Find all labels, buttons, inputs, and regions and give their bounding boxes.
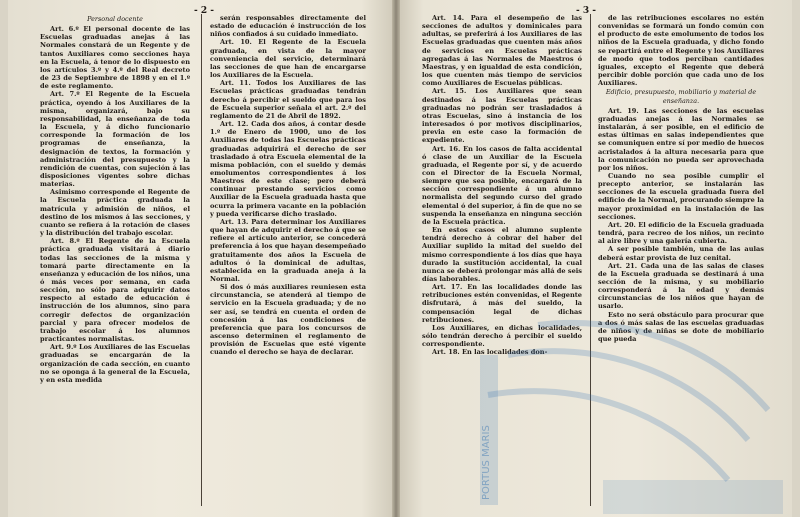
- paragraph: Cuando no sea posible cumplir el precepto anterior, se instalarán las secciones de la escuela graduada fuera del edificio de la Normal, procurando siempre la mayor proximidad en la instalación de las secciones.: [598, 171, 764, 221]
- book-gutter: [392, 0, 400, 517]
- paragraph: Art. 7.º El Regente de la Escuela práctica, oyendo á los Auxiliares de la misma, organizará, bajo su responsabilidad, la enseñanza de toda la Escuela, y á dicho funcionario corresponde la formación de los programas de enseñanza, la designación de textos, la formación y administración del presupuesto y la rendición de cuentas, con sujeción á las disposiciones vigentes sobre dichas materias.: [40, 90, 190, 189]
- paragraph: A ser posible también, una de las aulas deberá estar provista de luz cenital.: [598, 245, 764, 262]
- paragraph: Art. 19. Las secciones de las escuelas graduadas anejas á las Normales se instalarán, á ser posible, en el edificio de estas últimas en salas independientes que se comuniquen entre sí por medio de huecos acristalados á la altura necesaria para que la comunicación no pueda ser aprovechada por los niños.: [598, 106, 764, 172]
- left-page-column-2: [210, 14, 366, 357]
- page-number-left: - 2 -: [194, 6, 214, 16]
- paragraph: Art. 21. Cada una de las salas de clases de la Escuela graduada se destinará á una sección de la misma, y su mobiliario corresponderá á la edad y demás circunstancias de los niños que hayan de usarlo.: [598, 261, 764, 311]
- paragraph: Art. 12. Cada dos años, á contar desde 1.º de Enero de 1900, uno de los Auxiliares de todas las Escuelas prácticas graduadas adquirirá el derecho de ser trasladado á otra Escuela elemental de la misma población, con el sueldo y demás emolumentos correspondientes á los Maestros de este clase; pero deberá continuar prestando servicios como Auxiliar de la Escuela graduada hasta que ocurra la primera vacante en la población y pueda verificarse dicho traslado.: [210, 120, 366, 218]
- right-page-column-1: [422, 14, 582, 357]
- left-page-column-1: [40, 14, 190, 384]
- column-divider: [201, 14, 202, 506]
- paragraph: serán responsables directamente del estado de educación é instrucción de los niños confiados á su cuidado inmediato.: [210, 14, 366, 39]
- paragraph: Art. 16. En los casos de falta accidental ó clase de un Auxiliar de la Escuela graduada, el Regente por sí, y de acuerdo con el Director de la Escuela Normal, siempre que sea posible, encargará de la sección correspondiente á un alumno normalista del segundo curso del grado elemental ó del superior, á fin de que no se suspenda la enseñanza en ninguna sección de la Escuela práctica.: [422, 144, 582, 226]
- paragraph: Art. 18. En las localidades don-: [432, 348, 548, 357]
- paragraph: Esto no será obstáculo para procurar que a dos ó más salas de las escuelas graduadas de niños y de niñas se dote de mobiliario que pueda: [598, 310, 764, 344]
- watermark-text: PORTUS MARIS: [481, 425, 492, 500]
- paragraph: Art. 11. Todos los Auxiliares de las Escuelas prácticas graduadas tendrán derecho á percibir el sueldo que para los de Escuela superior señala el art. 2.º del reglamento de 21 de Abril de 1892.: [210, 79, 366, 120]
- paragraph: de las retribuciones escolares no estén convenidas se formará un fondo común con el producto de este emolumento de todos los niños de la Escuela graduada, y dicho fondo se repartirá entre el Regente y los Auxiliares de modo que todos perciban cantidades iguales, excepto el Regente que deberá percibir doble porción que cada uno de los Auxiliares.: [598, 14, 764, 88]
- column-divider: [590, 14, 591, 506]
- right-page: [400, 0, 792, 517]
- right-page-column-2: [598, 14, 764, 343]
- paragraph: Art. 6.º El personal docente de las Escuelas graduadas anejas á las Normales constará de un Regente y de tantos Auxiliares como secciones haya en la Escuela, á tenor de lo dispuesto en los artículos 3.º y 4.º del Real decreto de 23 de Septiembre de 1898 y en el 1.º de este reglamento.: [40, 25, 190, 91]
- paragraph: Art. 8.º El Regente de la Escuela práctica graduada visitará á diario todas las secciones de la misma y tomará parte directamente en la enseñanza y educación de los niños, una ó más veces por semana, en cada sección, no sólo para adquirir datos respecto al estado de educación é instrucción de los alumnos, sino para corregir defectos de organización parcial y para ofrecer modelos de trabajo escolar á los alumnos practicantes normalistas.: [40, 237, 190, 344]
- paragraph: Asimismo corresponde el Regente de la Escuela práctica graduada la matrícula y admisión de niños, el destino de los mismos á las secciones, y cuanto se refiera á la rotación de clases y la distribución del trabajo escolar.: [40, 188, 190, 238]
- left-page: [8, 0, 392, 517]
- paragraph: Art. 14. Para el desempeño de las secciones de adultos y dominicales para adultas, se preferirá á los Auxiliares de las Escuelas graduadas que cuenten más años de servicios en Escuelas prácticas agregadas á las Normales de Maestros ó Maestras, y en igualdad de esta condición, los que cuenten más tiempo de servicios como Auxiliares de Escuelas públicas.: [422, 14, 582, 88]
- paragraph: Art. 13. Para determinar los Auxiliares que hayan de adquirir el derecho á que se refiere el artículo anterior, se concederá preferencia á los que hayan desempeñado gratuitamente dos años la Escuela de adultos ó la dominical de adultas, establecida en la graduada aneja á la Normal.: [210, 217, 366, 283]
- paragraph: Art. 20. El edificio de la Escuela graduada tendrá, para recreo de los niños, un recinto al aire libre y una galería cubierta.: [598, 220, 764, 246]
- paragraph: Si dos ó más auxiliares reuniesen esta circunstancia, se atenderá al tiempo de servicio en la Escuela graduada; y de no ser así, se tendrá en cuenta el orden de concesión á las condiciones de preferencia que para los concursos de ascenso determinen el reglamento de provisión de Escuelas que esté vigente cuando el derecho se haya de declarar.: [210, 283, 366, 357]
- paragraph: Art. 17. En las localidades donde las retribuciones estén convenidas, el Regente disfrutará, á más del sueldo, la compensación legal de dichas retribuciones.: [422, 283, 582, 324]
- section-heading: Personal docente: [87, 15, 143, 23]
- paragraph: Art. 10. El Regente de la Escuela graduada, en vista de la mayor conveniencia del servicio, determinará las secciones de que han de encargarse los Auxiliares de la Escuela.: [210, 38, 366, 80]
- paragraph: Los Auxiliares, en dichas localidades, sólo tendrán derecho á percibir el sueldo correspondiente.: [422, 323, 582, 349]
- paragraph: Art. 15. Los Auxiliares que sean destinados á las Escuelas prácticas graduadas no podrán ser trasladados á otras Escuelas, sino á instancia de los interesados ó por motivos disciplinarios, previa en este caso la formación de expediente.: [422, 87, 582, 145]
- section-heading: Edificio, presupuesto, mobiliario y material de enseñanza.: [605, 88, 757, 105]
- paragraph: Art. 9.º Los Auxiliares de las Escuelas graduadas se encargarán de la organización de cada sección, en cuanto no se oponga á la general de la Escuela, y en esta medida: [40, 343, 190, 384]
- paragraph: En estos casos el alumno suplente tendrá derecho á cobrar del haber del Auxiliar suplido la mitad del sueldo del mismo correspondiente á los días que haya durado la sustitución accidental, la cual nunca se deberá prolongar más allá de seis días laborables.: [422, 226, 582, 283]
- page-number-right: - 3 -: [576, 6, 596, 16]
